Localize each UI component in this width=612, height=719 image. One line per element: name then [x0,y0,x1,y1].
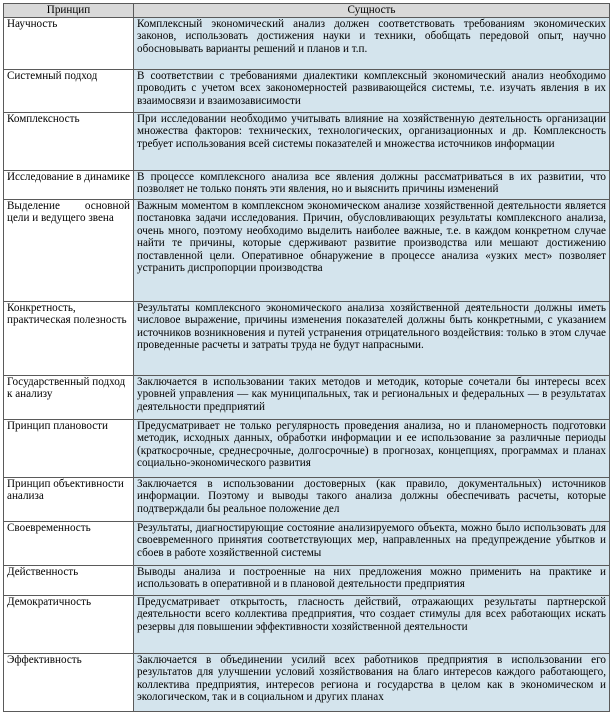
essence-cell: Заключается в использовании таких методов и методик, которые сочетали бы интересы всех уровней управления — как муниципальных, так и региональных и федеральных — в результатах деятельности предприятий [134,375,610,419]
table-row [4,69,610,112]
essence-cell: Заключается в объединении усилий всех работников предприятия в использовании его результатов для улучшении условий хозяйствования на благо интересов каждого работающего, коллектива предприятия, интересов региона и государства в целом как в экономическом и экологическом, так и в социальном и других планах [134,653,610,711]
essence-cell: Комплексный экономический анализ должен соответствовать требованиям экономических законов, использовать достижения науки и техники, обобщать передовой опыт, научно обосновывать варианты решений и планов и т.п. [134,17,610,69]
essence-cell: Результаты комплексного экономического анализа хозяйственной деятельности должны иметь числовое выражение, причины изменения показателей должны быть конкретными, с указанием источников возникновения и путей устранения отрицательного воздействия: только в этом случае проведенные расчеты и затраты труда не будут напрасными. [134,301,610,375]
principle-cell: Государственный подход к анализу [4,375,134,419]
essence-cell: Заключается в использовании достоверных (как правило, документальных) источников информации. Поэтому и выводы такого анализа должны обеспечивать расчеты, которые подтверждали бы реальное положение дел [134,477,610,521]
essence-cell: Результаты, диагностирующие состояние анализируемого объекта, можно было использовать для своевременного принятия соответствующих мер, направленных на предупреждение убытков и сбоев в работе хозяйственной системы [134,521,610,565]
principle-cell: Конкретность, практическая полезность [4,301,134,375]
principles-table-page [3,3,609,712]
principle-cell: Принцип плановости [4,419,134,477]
table-row [4,375,610,419]
table-row [4,301,610,375]
principle-cell: Комплексность [4,112,134,170]
table-row [4,595,610,653]
table-row [4,419,610,477]
principle-cell: Принцип объективности анализа [4,477,134,521]
essence-cell: В процессе комплексного анализа все явления должны рассматриваться в их развитии, что позволяет не только понять эти явления, но и выяснить причины изменений [134,170,610,199]
essence-cell: Важным моментом в комплексном экономическом анализе хозяйственной деятельности является постановка задачи исследования. Причин, обусловливающих результаты комплексного анализа, очень много, поэтому необходимо выделить наиболее важные, т.е. в каждом конкретном случае найти те причины, которые сдерживают развитие производства или мешают достижению поставленной цели. Оперативное обнаружение в процессе анализа «узких мест» позволяет устранить диспропорции производства [134,199,610,301]
column-header-essence: Сущность [134,4,610,18]
table-row [4,477,610,521]
essence-cell: Выводы анализа и построенные на них предложения можно применить на практике и использовать в оперативной и в плановой деятельности предприятия [134,565,610,595]
principle-cell: Системный подход [4,69,134,112]
table-row [4,17,610,69]
essence-cell: В соответствии с требованиями диалектики комплексный экономический анализ необходимо проводить с учетом всех закономерностей развивающейся системы, т.е. изучать явления в их взаимосвязи и взаимозависимости [134,69,610,112]
principle-cell: Научность [4,17,134,69]
table-header-row [4,4,610,18]
table-row [4,199,610,301]
principle-cell: Эффективность [4,653,134,711]
principle-cell: Выделение основной цели и ведущего звена [4,199,134,301]
table-row [4,170,610,199]
principle-cell: Демократичность [4,595,134,653]
table-row [4,112,610,170]
principle-cell: Исследование в динамике [4,170,134,199]
table-row [4,521,610,565]
column-header-principle: Принцип [4,4,134,18]
table-row [4,565,610,595]
principles-table [3,3,610,712]
principle-cell: Своевременность [4,521,134,565]
essence-cell: Предусматривает открытость, гласность действий, отражающих результаты партнерской деятельности всего коллектива предприятия, что создает стимулы для всех работающих искать резервы для повышении эффективности хозяйственной деятельности [134,595,610,653]
essence-cell: При исследовании необходимо учитывать влияние на хозяйственную деятельность организации множества факторов: технических, технологических, организационных и др. Комплексность требует использования всей системы показателей и множества источников информации [134,112,610,170]
essence-cell: Предусматривает не только регулярность проведения анализа, но и планомерность подготовки методик, исходных данных, обработки информации и ее использование за различные периоды (краткосрочные, среднесрочные, долгосрочные) в прогнозах, концепциях, программах и планах социально-экономического развития [134,419,610,477]
principle-cell: Действенность [4,565,134,595]
table-row [4,653,610,711]
